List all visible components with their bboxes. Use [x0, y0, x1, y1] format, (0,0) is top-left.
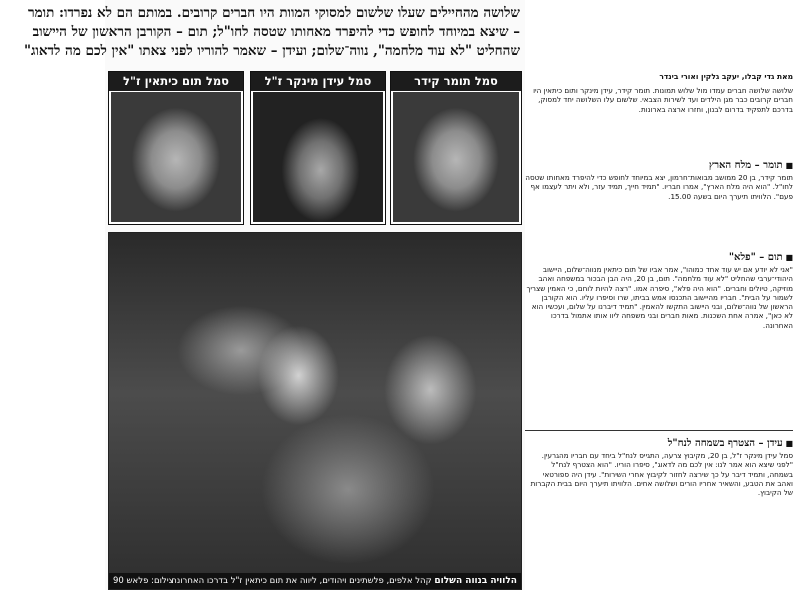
article-section-idan — [525, 434, 793, 497]
section-body: "אני לא יודע אם יש עוד אחד כמוהו", אמר אביו של תום כיתאין מנווה־שלום, היישוב היהודי־ערבי שהחליט "לא עוד מלחמה". תום, בן 20, היה הבן הבכור במשפחה ואהב מוזיקה, טיולים וחברים. "הוא היה פלא", סיפרה אמו. "רצה להיות לוחם, כי האמין שצריך לשמור על הבית". חבריו מהיישוב התכנסו אמש בביתו, שרו וסיפרו עליו. הוא הקורבן הראשון של נווה־שלום, ובני היישוב התקשו להאמין. "תמיד דיברנו על שלום, ועכשיו הוא לא כאן", אמרה אחת השכנות. מאות חברים ובני משפחה ליוו אותו אתמול בדרכו האחרונה. — [526, 265, 793, 330]
headline-line-1: שלושה מהחיילים שעלו שלשום למסוקי המוות היו חברים קרובים. במותם הם לא נפרדו: תומר — [27, 5, 520, 21]
portrait-caption: סמל תום כיתאין ז"ל — [109, 72, 243, 91]
section-body: תומר קידר, בן 20 ממושב מבואות־חרמון, יצא במיוחד לחופש כדי להיפרד מאחותו שטסה לחו"ל. "הוא היה מלח הארץ", אמרו חבריו. "תמיד חייך, תמיד עזר, ולא ויתר לעצמו אף פעם". הלוויתו תיערך היום בשעה 15.00. — [525, 173, 793, 201]
portrait-photo — [253, 92, 383, 222]
portrait-tom-kitain — [108, 71, 244, 225]
portrait-caption: סמל עידן מינקר ז"ל — [251, 72, 385, 91]
portrait-caption: סמל תומר קידר — [391, 72, 521, 91]
section-title: ■ עידן – הצטרף בשמחה לנח"ל — [525, 437, 793, 450]
funeral-photo — [108, 232, 522, 590]
portrait-photo — [111, 92, 241, 222]
photo-credit: צילום: פלאש 90 — [113, 576, 174, 586]
article-section-tomer — [525, 156, 793, 201]
section-title: ■ תום – "פלא" — [525, 251, 793, 264]
portrait-photo — [393, 92, 519, 222]
article-section-intro — [525, 86, 793, 114]
funeral-photo-caption — [109, 573, 521, 589]
section-title: ■ תומר – מלח הארץ — [525, 159, 793, 172]
portrait-idan-minker — [250, 71, 386, 225]
article-section-tom — [525, 248, 793, 330]
intro-paragraph: שלושה שלושה חברים עמדו מול שלוש תמונות. תומר קידר, עידן מינקר ותום כיתאין היו חברים קרובים כבר מגן הילדים ועד לשירות הצבאי. שלשום עלו השלושה יחד למסוק, בדרכם לתפקיד בדרום לבנון, וחזרו ארצה בארונות. — [533, 86, 793, 114]
section-body: סמל עידן מינקר ז"ל, בן 20, מקיבוץ צרעה, התגייס לנח"ל ביחד עם חבריו מהגרעין. "לפני שיצא הוא אמר לנו: אין לכם מה לדאוג", סיפרו הוריו. "הוא הצטרף לנח"ל בשמחה, ותמיד דיבר על כך שירצה לחזור לקיבוץ אחרי השירות". עידן היה ספורטאי ואהב את הטבע, והשאיר אחריו הורים ושלושה אחים. הלוויתו תיערך היום בבית הקברות של הקיבוץ. — [530, 451, 793, 498]
article-headline — [23, 4, 520, 61]
headline-line-3: שהחליט "לא עוד מלחמה", נווה־שלום; ועידן – שאמר להוריו לפני צאתו "אין לכם מה לדאוג" — [23, 43, 520, 59]
caption-main: הלוויה בנווה השלום — [434, 576, 517, 586]
column-divider — [525, 430, 793, 431]
headline-line-2: – שיצא במיוחד לחופש כדי להיפרד מאחותו שטסה לחו"ל; תום – הקורבן הראשון של היישוב — [32, 24, 520, 40]
caption-detail: קהל אלפים, פלשתינים ויהודים, ליווה את תום כיתאין ז"ל בדרכו האחרונה — [171, 576, 432, 586]
portrait-tomer-kedar — [390, 71, 522, 225]
byline: מאת גדי קבלו, יעקב גלקין ואורי בינדר — [659, 72, 793, 81]
